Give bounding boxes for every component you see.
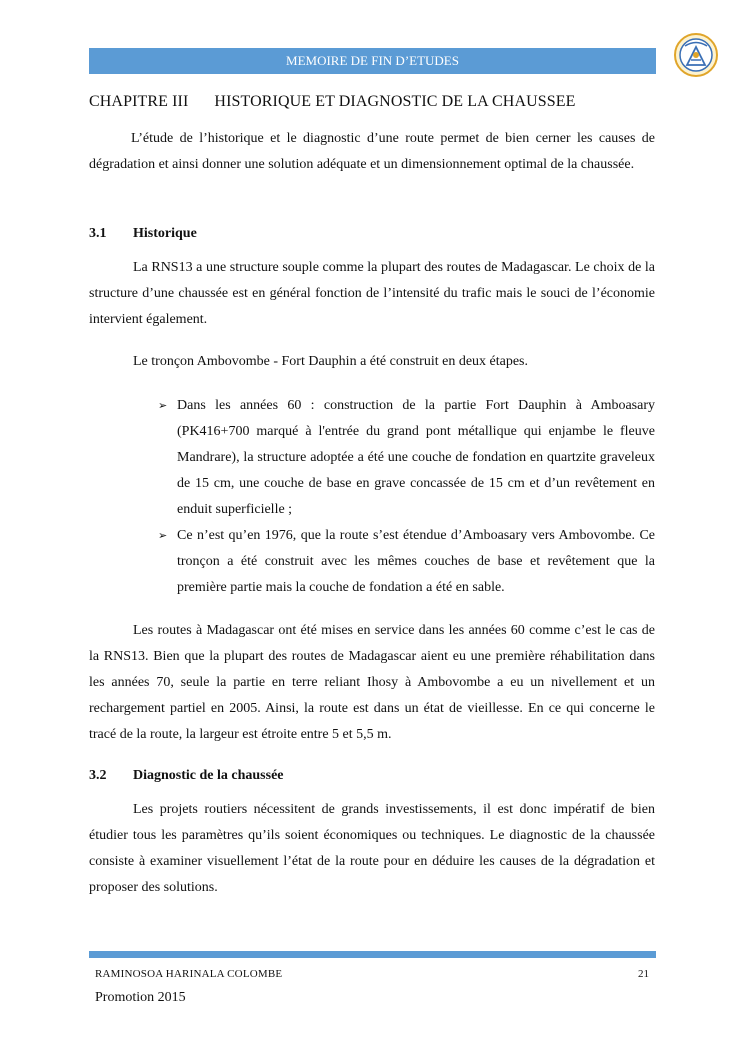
historique-paragraph-2: Le tronçon Ambovombe - Fort Dauphin a été construit en deux étapes. [133, 354, 529, 369]
section-heading-3-1 [89, 226, 197, 242]
historique-paragraph-1: La RNS13 a une structure souple comme la plupart des routes de Madagascar. Le choix de la structure d’une chaussée est en général fonction de l’intensité du trafic mais le souci de l’économie intervient également. [89, 260, 655, 327]
intro-paragraph: L’étude de l’historique et le diagnostic d’une route permet de bien cerner les causes de dégradation et ainsi donner une solution adéquate et un dimensionnement optimal de la chaussée. [89, 131, 655, 172]
list-item-text: Ce n’est qu’en 1976, que la route s’est étendue d’Amboasary vers Ambovombe. Ce tronçon a été construit avec les mêmes couches de base et revêtement que la première partie mais la couche de fondation a été en sable. [177, 528, 655, 595]
page-header-bar [89, 48, 656, 74]
diagnostic-paragraph-1: Les projets routiers nécessitent de grands investissements, il est donc impératif de bien étudier tous les paramètres qu’ils soient économiques ou techniques. Le diagnostic de la chaussée consiste à examiner visuellement l’état de la route pour en déduire les causes de la dégradation et proposer des solutions. [89, 802, 655, 895]
school-emblem-icon [673, 32, 719, 78]
section-title: Historique [133, 226, 197, 241]
construction-steps-list [158, 393, 655, 601]
section-number: 3.2 [89, 768, 107, 783]
chapter-heading [89, 93, 576, 111]
section-title: Diagnostic de la chaussée [133, 768, 284, 783]
page-number: 21 [638, 968, 649, 980]
footer-promotion: Promotion 2015 [95, 990, 186, 1005]
chapter-title: HISTORIQUE ET DIAGNOSTIC DE LA CHAUSSEE [214, 93, 576, 110]
header-title: MEMOIRE DE FIN D’ETUDES [286, 53, 459, 68]
list-item [158, 393, 655, 523]
page-footer-bar [89, 951, 656, 958]
list-item-text: Dans les années 60 : construction de la partie Fort Dauphin à Amboasary (PK416+700 marqué à l'entrée du grand pont métallique qui enjambe le fleuve Mandrare), la structure adoptée a été une couche de fondation en quartzite graveleux de 15 cm, une couche de base en grave concassée de 15 cm et d’un revêtement en enduit superficielle ; [177, 398, 655, 517]
section-heading-3-2 [89, 768, 284, 784]
historique-paragraph-3: Les routes à Madagascar ont été mises en service dans les années 60 comme c’est le cas de la RNS13. Bien que la plupart des routes de Madagascar aient eu une première réhabilitation dans les années 70, seule la partie en terre reliant Ihosy à Ambovombe a eu un nivellement et un rechargement partiel en 2005. Ainsi, la route est dans un état de vieillesse. En ce qui concerne le tracé de la route, la largeur est étroite entre 5 et 5,5 m. [89, 623, 655, 742]
chapter-number: CHAPITRE III [89, 93, 189, 110]
arrow-bullet-icon: ➢ [158, 399, 168, 412]
arrow-bullet-icon: ➢ [158, 529, 168, 542]
list-item [158, 523, 655, 601]
section-number: 3.1 [89, 226, 107, 241]
footer-author: RAMINOSOA HARINALA COLOMBE [95, 968, 283, 980]
